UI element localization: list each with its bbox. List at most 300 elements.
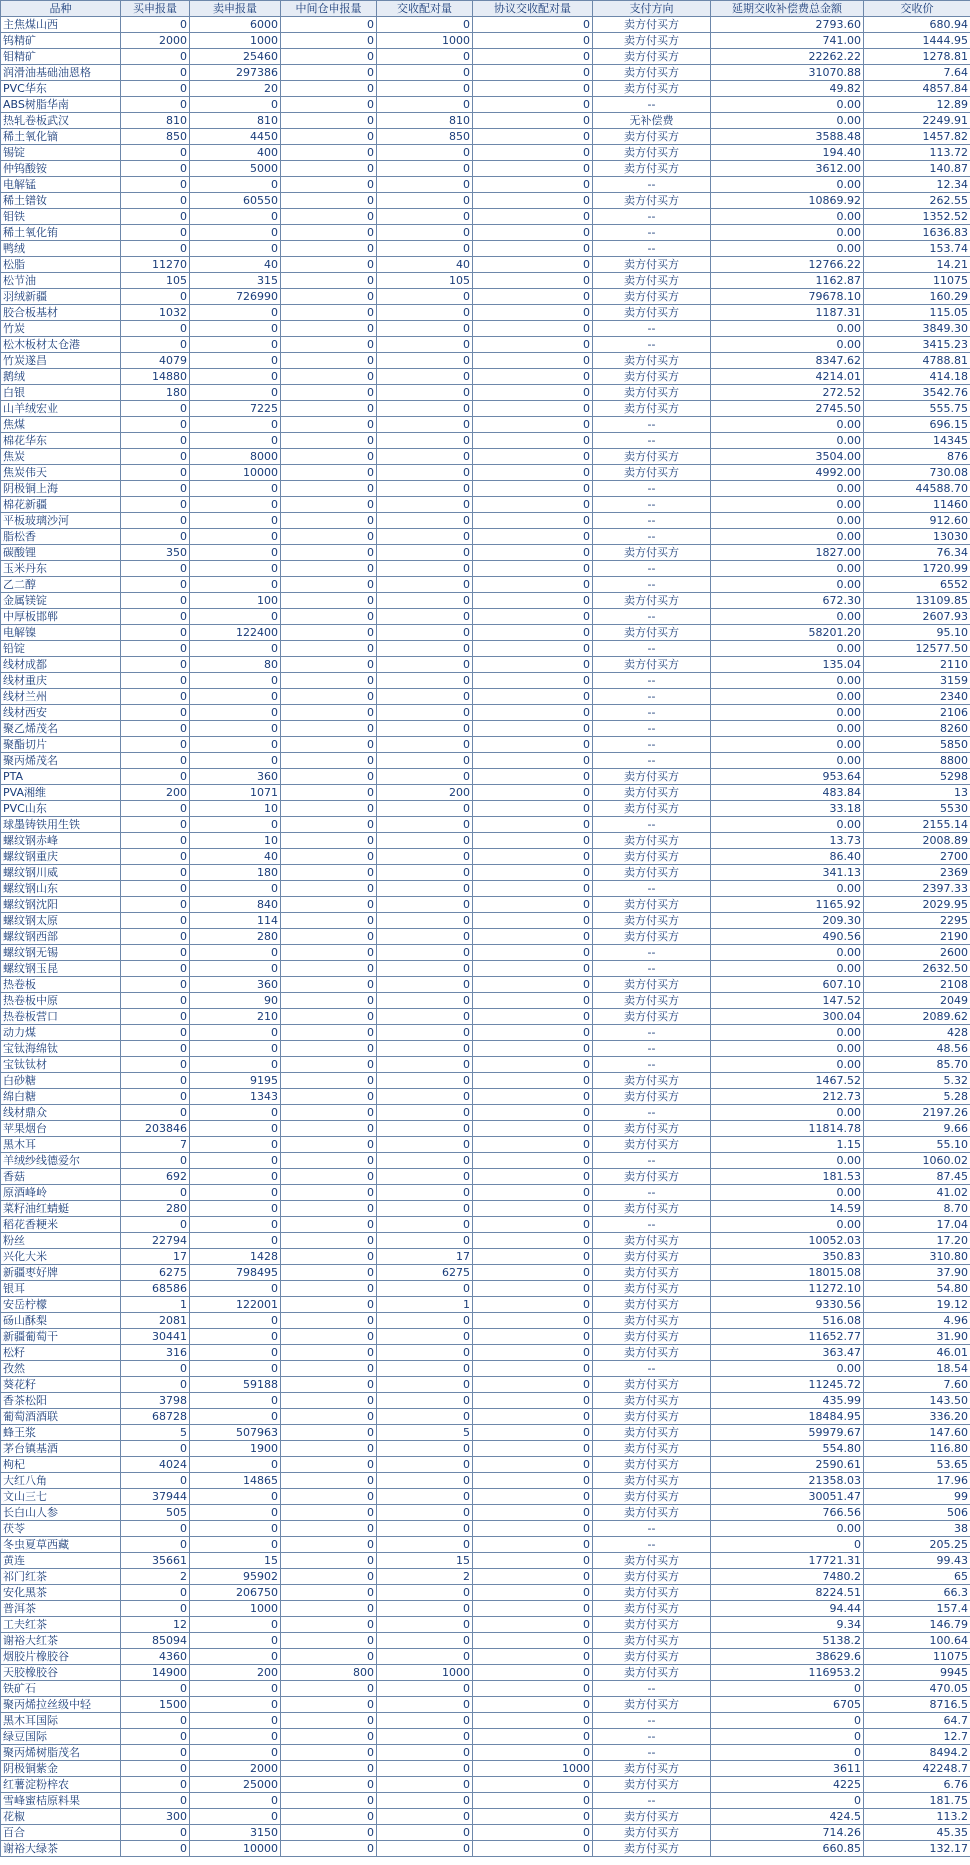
agreement-matched-cell: 0 xyxy=(473,1281,593,1297)
buy-declared-cell: 0 xyxy=(121,177,190,193)
delivery-price-cell: 116.80 xyxy=(864,1441,970,1457)
table-row xyxy=(1,321,970,337)
table-row xyxy=(1,865,970,881)
intermediate-declared-cell: 0 xyxy=(281,401,377,417)
buy-declared-cell: 0 xyxy=(121,1377,190,1393)
buy-declared-cell: 0 xyxy=(121,1185,190,1201)
compensation-total-cell: 0.00 xyxy=(711,97,864,113)
compensation-total-cell: 10052.03 xyxy=(711,1233,864,1249)
sell-declared-cell: 0 xyxy=(190,705,281,721)
buy-declared-cell: 0 xyxy=(121,913,190,929)
agreement-matched-cell: 0 xyxy=(473,417,593,433)
matched-qty-cell: 0 xyxy=(377,913,473,929)
intermediate-declared-cell: 0 xyxy=(281,1329,377,1345)
matched-qty-cell: 0 xyxy=(377,1089,473,1105)
agreement-matched-cell: 0 xyxy=(473,1825,593,1841)
table-row xyxy=(1,1457,970,1473)
delivery-price-cell: 12.34 xyxy=(864,177,970,193)
buy-declared-cell: 810 xyxy=(121,113,190,129)
delivery-price-cell: 912.60 xyxy=(864,513,970,529)
table-row xyxy=(1,1617,970,1633)
table-row xyxy=(1,785,970,801)
compensation-total-cell: 607.10 xyxy=(711,977,864,993)
buy-declared-cell: 0 xyxy=(121,577,190,593)
matched-qty-cell: 0 xyxy=(377,833,473,849)
table-row xyxy=(1,1041,970,1057)
agreement-matched-cell: 0 xyxy=(473,1393,593,1409)
intermediate-declared-cell: 0 xyxy=(281,417,377,433)
table-row xyxy=(1,1681,970,1697)
agreement-matched-cell: 0 xyxy=(473,1649,593,1665)
intermediate-declared-cell: 0 xyxy=(281,689,377,705)
payment-direction-cell: -- xyxy=(593,225,711,241)
buy-declared-cell: 0 xyxy=(121,1009,190,1025)
intermediate-declared-cell: 0 xyxy=(281,369,377,385)
delivery-price-cell: 12.7 xyxy=(864,1729,970,1745)
compensation-total-cell: 0.00 xyxy=(711,961,864,977)
buy-declared-cell: 0 xyxy=(121,993,190,1009)
table-row xyxy=(1,1297,970,1313)
delivery-price-cell: 2700 xyxy=(864,849,970,865)
sell-declared-cell: 0 xyxy=(190,817,281,833)
intermediate-declared-cell: 0 xyxy=(281,833,377,849)
agreement-matched-cell: 0 xyxy=(473,1489,593,1505)
agreement-matched-cell: 0 xyxy=(473,385,593,401)
buy-declared-cell: 200 xyxy=(121,785,190,801)
payment-direction-cell: 卖方付买方 xyxy=(593,1585,711,1601)
agreement-matched-cell: 0 xyxy=(473,449,593,465)
payment-direction-cell: 卖方付买方 xyxy=(593,257,711,273)
compensation-total-cell: 0.00 xyxy=(711,945,864,961)
agreement-matched-cell: 0 xyxy=(473,1553,593,1569)
sell-declared-cell: 0 xyxy=(190,369,281,385)
sell-declared-cell: 1000 xyxy=(190,33,281,49)
compensation-total-cell: 0.00 xyxy=(711,481,864,497)
buy-declared-cell: 0 xyxy=(121,49,190,65)
buy-declared-cell: 0 xyxy=(121,193,190,209)
buy-declared-cell: 0 xyxy=(121,497,190,513)
compensation-total-cell: 79678.10 xyxy=(711,289,864,305)
delivery-price-cell: 696.15 xyxy=(864,417,970,433)
matched-qty-cell: 1000 xyxy=(377,33,473,49)
delivery-price-cell: 19.12 xyxy=(864,1297,970,1313)
buy-declared-cell: 105 xyxy=(121,273,190,289)
agreement-matched-cell: 0 xyxy=(473,753,593,769)
delivery-price-cell: 7.64 xyxy=(864,65,970,81)
matched-qty-cell: 0 xyxy=(377,1505,473,1521)
variety-cell: 雪峰蜜桔原料果 xyxy=(1,1793,121,1809)
buy-declared-cell: 0 xyxy=(121,225,190,241)
matched-qty-cell: 0 xyxy=(377,1745,473,1761)
variety-cell: 大红八角 xyxy=(1,1473,121,1489)
agreement-matched-cell: 0 xyxy=(473,113,593,129)
variety-cell: 线材西安 xyxy=(1,705,121,721)
delivery-price-cell: 64.7 xyxy=(864,1713,970,1729)
table-row xyxy=(1,641,970,657)
buy-declared-cell: 12 xyxy=(121,1617,190,1633)
variety-cell: 兴化大米 xyxy=(1,1249,121,1265)
matched-qty-cell: 0 xyxy=(377,673,473,689)
buy-declared-cell: 0 xyxy=(121,417,190,433)
payment-direction-cell: -- xyxy=(593,1025,711,1041)
payment-direction-cell: 卖方付买方 xyxy=(593,1281,711,1297)
intermediate-declared-cell: 0 xyxy=(281,209,377,225)
variety-cell: 羽绒新疆 xyxy=(1,289,121,305)
intermediate-declared-cell: 0 xyxy=(281,769,377,785)
agreement-matched-cell: 0 xyxy=(473,1809,593,1825)
intermediate-declared-cell: 0 xyxy=(281,881,377,897)
payment-direction-cell: -- xyxy=(593,881,711,897)
matched-qty-cell: 40 xyxy=(377,257,473,273)
delivery-price-cell: 2249.91 xyxy=(864,113,970,129)
table-row xyxy=(1,433,970,449)
payment-direction-cell: -- xyxy=(593,209,711,225)
sell-declared-cell: 360 xyxy=(190,977,281,993)
payment-direction-cell: 卖方付买方 xyxy=(593,305,711,321)
payment-direction-cell: 卖方付买方 xyxy=(593,1665,711,1681)
buy-declared-cell: 0 xyxy=(121,897,190,913)
table-row xyxy=(1,1537,970,1553)
compensation-total-cell: 0.00 xyxy=(711,1153,864,1169)
payment-direction-cell: 卖方付买方 xyxy=(593,865,711,881)
sell-declared-cell: 0 xyxy=(190,1361,281,1377)
delivery-price-cell: 2197.26 xyxy=(864,1105,970,1121)
compensation-total-cell: 0.00 xyxy=(711,529,864,545)
table-row xyxy=(1,113,970,129)
delivery-price-cell: 12.89 xyxy=(864,97,970,113)
matched-qty-cell: 0 xyxy=(377,545,473,561)
table-row xyxy=(1,1281,970,1297)
payment-direction-cell: 卖方付买方 xyxy=(593,129,711,145)
buy-declared-cell: 0 xyxy=(121,833,190,849)
sell-declared-cell: 0 xyxy=(190,1457,281,1473)
delivery-price-cell: 38 xyxy=(864,1521,970,1537)
buy-declared-cell: 0 xyxy=(121,721,190,737)
variety-cell: 鹅绒 xyxy=(1,369,121,385)
agreement-matched-cell: 0 xyxy=(473,1249,593,1265)
matched-qty-cell: 0 xyxy=(377,1041,473,1057)
delivery-price-cell: 42248.7 xyxy=(864,1761,970,1777)
agreement-matched-cell: 0 xyxy=(473,1121,593,1137)
variety-cell: 松籽 xyxy=(1,1345,121,1361)
compensation-total-cell: 209.30 xyxy=(711,913,864,929)
agreement-matched-cell: 0 xyxy=(473,1377,593,1393)
payment-direction-cell: 卖方付买方 xyxy=(593,545,711,561)
table-row xyxy=(1,513,970,529)
matched-qty-cell: 0 xyxy=(377,897,473,913)
buy-declared-cell: 0 xyxy=(121,1153,190,1169)
sell-declared-cell: 798495 xyxy=(190,1265,281,1281)
payment-direction-cell: 卖方付买方 xyxy=(593,1457,711,1473)
matched-qty-cell: 0 xyxy=(377,1393,473,1409)
variety-cell: 竹炭 xyxy=(1,321,121,337)
compensation-total-cell: 116953.2 xyxy=(711,1665,864,1681)
matched-qty-cell: 1000 xyxy=(377,1665,473,1681)
sell-declared-cell: 0 xyxy=(190,1121,281,1137)
compensation-total-cell: 0.00 xyxy=(711,609,864,625)
matched-qty-cell: 0 xyxy=(377,401,473,417)
payment-direction-cell: -- xyxy=(593,945,711,961)
compensation-total-cell: 554.80 xyxy=(711,1441,864,1457)
table-row xyxy=(1,1329,970,1345)
delivery-price-cell: 5530 xyxy=(864,801,970,817)
variety-cell: 线材兰州 xyxy=(1,689,121,705)
intermediate-declared-cell: 0 xyxy=(281,1601,377,1617)
delivery-price-cell: 54.80 xyxy=(864,1281,970,1297)
delivery-price-cell: 17.96 xyxy=(864,1473,970,1489)
delivery-price-cell: 113.72 xyxy=(864,145,970,161)
sell-declared-cell: 0 xyxy=(190,1313,281,1329)
matched-qty-cell: 0 xyxy=(377,1473,473,1489)
buy-declared-cell: 0 xyxy=(121,625,190,641)
variety-cell: 棉花新疆 xyxy=(1,497,121,513)
delivery-price-cell: 1352.52 xyxy=(864,209,970,225)
sell-declared-cell: 0 xyxy=(190,1153,281,1169)
compensation-total-cell: 0.00 xyxy=(711,337,864,353)
payment-direction-cell: 卖方付买方 xyxy=(593,65,711,81)
compensation-total-cell: 0.00 xyxy=(711,177,864,193)
agreement-matched-cell: 0 xyxy=(473,1633,593,1649)
sell-declared-cell: 80 xyxy=(190,657,281,673)
table-row xyxy=(1,1505,970,1521)
variety-cell: 新疆枣好牌 xyxy=(1,1265,121,1281)
sell-declared-cell: 0 xyxy=(190,1041,281,1057)
compensation-total-cell: 0 xyxy=(711,1681,864,1697)
agreement-matched-cell: 0 xyxy=(473,65,593,81)
buy-declared-cell: 505 xyxy=(121,1505,190,1521)
table-row xyxy=(1,753,970,769)
sell-declared-cell: 14865 xyxy=(190,1473,281,1489)
sell-declared-cell: 1000 xyxy=(190,1601,281,1617)
compensation-total-cell: 1.15 xyxy=(711,1137,864,1153)
agreement-matched-cell: 0 xyxy=(473,97,593,113)
payment-direction-cell: 卖方付买方 xyxy=(593,145,711,161)
compensation-total-cell: 3611 xyxy=(711,1761,864,1777)
buy-declared-cell: 0 xyxy=(121,561,190,577)
buy-declared-cell: 0 xyxy=(121,961,190,977)
delivery-price-cell: 55.10 xyxy=(864,1137,970,1153)
matched-qty-cell: 200 xyxy=(377,785,473,801)
buy-declared-cell: 0 xyxy=(121,1361,190,1377)
sell-declared-cell: 400 xyxy=(190,145,281,161)
agreement-matched-cell: 0 xyxy=(473,897,593,913)
payment-direction-cell: -- xyxy=(593,241,711,257)
variety-cell: 平板玻璃沙河 xyxy=(1,513,121,529)
agreement-matched-cell: 0 xyxy=(473,577,593,593)
compensation-total-cell: 3612.00 xyxy=(711,161,864,177)
delivery-price-cell: 76.34 xyxy=(864,545,970,561)
agreement-matched-cell: 0 xyxy=(473,961,593,977)
delivery-price-cell: 336.20 xyxy=(864,1409,970,1425)
agreement-matched-cell: 0 xyxy=(473,1569,593,1585)
sell-declared-cell: 25460 xyxy=(190,49,281,65)
buy-declared-cell: 0 xyxy=(121,321,190,337)
matched-qty-cell: 0 xyxy=(377,1329,473,1345)
matched-qty-cell: 0 xyxy=(377,1073,473,1089)
intermediate-declared-cell: 0 xyxy=(281,1585,377,1601)
matched-qty-cell: 17 xyxy=(377,1249,473,1265)
matched-qty-cell: 0 xyxy=(377,817,473,833)
delivery-price-cell: 2607.93 xyxy=(864,609,970,625)
sell-declared-cell: 315 xyxy=(190,273,281,289)
agreement-matched-cell: 0 xyxy=(473,433,593,449)
payment-direction-cell: 卖方付买方 xyxy=(593,161,711,177)
sell-declared-cell: 280 xyxy=(190,929,281,945)
sell-declared-cell: 0 xyxy=(190,1329,281,1345)
delivery-price-cell: 113.2 xyxy=(864,1809,970,1825)
matched-qty-cell: 0 xyxy=(377,465,473,481)
agreement-matched-cell: 0 xyxy=(473,1729,593,1745)
variety-cell: 螺纹钢西部 xyxy=(1,929,121,945)
variety-cell: 黑木耳 xyxy=(1,1137,121,1153)
agreement-matched-cell: 0 xyxy=(473,1425,593,1441)
compensation-total-cell: 13.73 xyxy=(711,833,864,849)
delivery-price-cell: 13030 xyxy=(864,529,970,545)
delivery-price-cell: 2295 xyxy=(864,913,970,929)
compensation-total-cell: 4992.00 xyxy=(711,465,864,481)
compensation-total-cell: 10869.92 xyxy=(711,193,864,209)
delivery-price-cell: 44588.70 xyxy=(864,481,970,497)
agreement-matched-cell: 0 xyxy=(473,1169,593,1185)
intermediate-declared-cell: 0 xyxy=(281,1425,377,1441)
delivery-price-cell: 2340 xyxy=(864,689,970,705)
payment-direction-cell: 卖方付买方 xyxy=(593,897,711,913)
table-row xyxy=(1,353,970,369)
matched-qty-cell: 0 xyxy=(377,929,473,945)
agreement-matched-cell: 0 xyxy=(473,1185,593,1201)
variety-cell: 中厚板邯郸 xyxy=(1,609,121,625)
compensation-total-cell: 0.00 xyxy=(711,721,864,737)
delivery-price-cell: 2190 xyxy=(864,929,970,945)
table-row xyxy=(1,577,970,593)
compensation-total-cell: 49.82 xyxy=(711,81,864,97)
payment-direction-cell: -- xyxy=(593,689,711,705)
table-row xyxy=(1,209,970,225)
agreement-matched-cell: 0 xyxy=(473,625,593,641)
sell-declared-cell: 0 xyxy=(190,513,281,529)
table-row xyxy=(1,913,970,929)
variety-cell: 聚酯切片 xyxy=(1,737,121,753)
intermediate-declared-cell: 0 xyxy=(281,945,377,961)
matched-qty-cell: 0 xyxy=(377,657,473,673)
buy-declared-cell: 0 xyxy=(121,673,190,689)
variety-cell: 宝钛钛材 xyxy=(1,1057,121,1073)
table-row xyxy=(1,225,970,241)
delivery-price-cell: 11460 xyxy=(864,497,970,513)
payment-direction-cell: 卖方付买方 xyxy=(593,49,711,65)
matched-qty-cell: 105 xyxy=(377,273,473,289)
variety-cell: 粉丝 xyxy=(1,1233,121,1249)
matched-qty-cell: 0 xyxy=(377,945,473,961)
table-row xyxy=(1,1569,970,1585)
matched-qty-cell: 0 xyxy=(377,977,473,993)
buy-declared-cell: 0 xyxy=(121,1089,190,1105)
compensation-total-cell: 18015.08 xyxy=(711,1265,864,1281)
sell-declared-cell: 297386 xyxy=(190,65,281,81)
delivery-price-cell: 41.02 xyxy=(864,1185,970,1201)
payment-direction-cell: 卖方付买方 xyxy=(593,1169,711,1185)
payment-direction-cell: 卖方付买方 xyxy=(593,1441,711,1457)
buy-declared-cell: 0 xyxy=(121,433,190,449)
intermediate-declared-cell: 0 xyxy=(281,1649,377,1665)
intermediate-declared-cell: 0 xyxy=(281,1569,377,1585)
payment-direction-cell: 卖方付买方 xyxy=(593,625,711,641)
agreement-matched-cell: 0 xyxy=(473,1313,593,1329)
variety-cell: 茯苓 xyxy=(1,1521,121,1537)
agreement-matched-cell: 0 xyxy=(473,305,593,321)
intermediate-declared-cell: 0 xyxy=(281,1153,377,1169)
matched-qty-cell: 0 xyxy=(377,993,473,1009)
matched-qty-cell: 0 xyxy=(377,1729,473,1745)
agreement-matched-cell: 0 xyxy=(473,81,593,97)
payment-direction-cell: -- xyxy=(593,1745,711,1761)
agreement-matched-cell: 0 xyxy=(473,593,593,609)
buy-declared-cell: 68728 xyxy=(121,1409,190,1425)
agreement-matched-cell: 0 xyxy=(473,881,593,897)
sell-declared-cell: 180 xyxy=(190,865,281,881)
buy-declared-cell: 2081 xyxy=(121,1313,190,1329)
matched-qty-cell: 0 xyxy=(377,513,473,529)
sell-declared-cell: 0 xyxy=(190,1345,281,1361)
buy-declared-cell: 68586 xyxy=(121,1281,190,1297)
compensation-total-cell: 660.85 xyxy=(711,1841,864,1857)
intermediate-declared-cell: 0 xyxy=(281,1777,377,1793)
agreement-matched-cell: 0 xyxy=(473,1233,593,1249)
matched-qty-cell: 810 xyxy=(377,113,473,129)
payment-direction-cell: -- xyxy=(593,321,711,337)
compensation-total-cell: 672.30 xyxy=(711,593,864,609)
delivery-price-cell: 99 xyxy=(864,1489,970,1505)
agreement-matched-cell: 0 xyxy=(473,401,593,417)
compensation-total-cell: 3588.48 xyxy=(711,129,864,145)
matched-qty-cell: 0 xyxy=(377,1137,473,1153)
sell-declared-cell: 0 xyxy=(190,545,281,561)
compensation-total-cell: 0.00 xyxy=(711,241,864,257)
matched-qty-cell: 0 xyxy=(377,17,473,33)
payment-direction-cell: 卖方付买方 xyxy=(593,385,711,401)
delivery-price-cell: 2600 xyxy=(864,945,970,961)
table-row xyxy=(1,961,970,977)
table-row xyxy=(1,273,970,289)
delivery-price-cell: 31.90 xyxy=(864,1329,970,1345)
matched-qty-cell: 0 xyxy=(377,529,473,545)
intermediate-declared-cell: 0 xyxy=(281,465,377,481)
buy-declared-cell: 0 xyxy=(121,865,190,881)
buy-declared-cell: 0 xyxy=(121,1057,190,1073)
delivery-price-cell: 876 xyxy=(864,449,970,465)
matched-qty-cell: 0 xyxy=(377,1841,473,1857)
table-row xyxy=(1,801,970,817)
compensation-total-cell: 0.00 xyxy=(711,753,864,769)
buy-declared-cell: 2000 xyxy=(121,33,190,49)
variety-cell: 动力煤 xyxy=(1,1025,121,1041)
sell-declared-cell: 0 xyxy=(190,209,281,225)
matched-qty-cell: 0 xyxy=(377,1681,473,1697)
matched-qty-cell: 0 xyxy=(377,1825,473,1841)
delivery-price-cell: 17.04 xyxy=(864,1217,970,1233)
delivery-price-cell: 2369 xyxy=(864,865,970,881)
payment-direction-cell: -- xyxy=(593,481,711,497)
payment-direction-cell: -- xyxy=(593,1713,711,1729)
compensation-total-cell: 0.00 xyxy=(711,1105,864,1121)
payment-direction-cell: 卖方付买方 xyxy=(593,1329,711,1345)
compensation-total-cell: 4225 xyxy=(711,1777,864,1793)
intermediate-declared-cell: 0 xyxy=(281,817,377,833)
variety-cell: 线材鼎众 xyxy=(1,1105,121,1121)
buy-declared-cell: 0 xyxy=(121,689,190,705)
variety-cell: 乙二醇 xyxy=(1,577,121,593)
buy-declared-cell: 0 xyxy=(121,769,190,785)
